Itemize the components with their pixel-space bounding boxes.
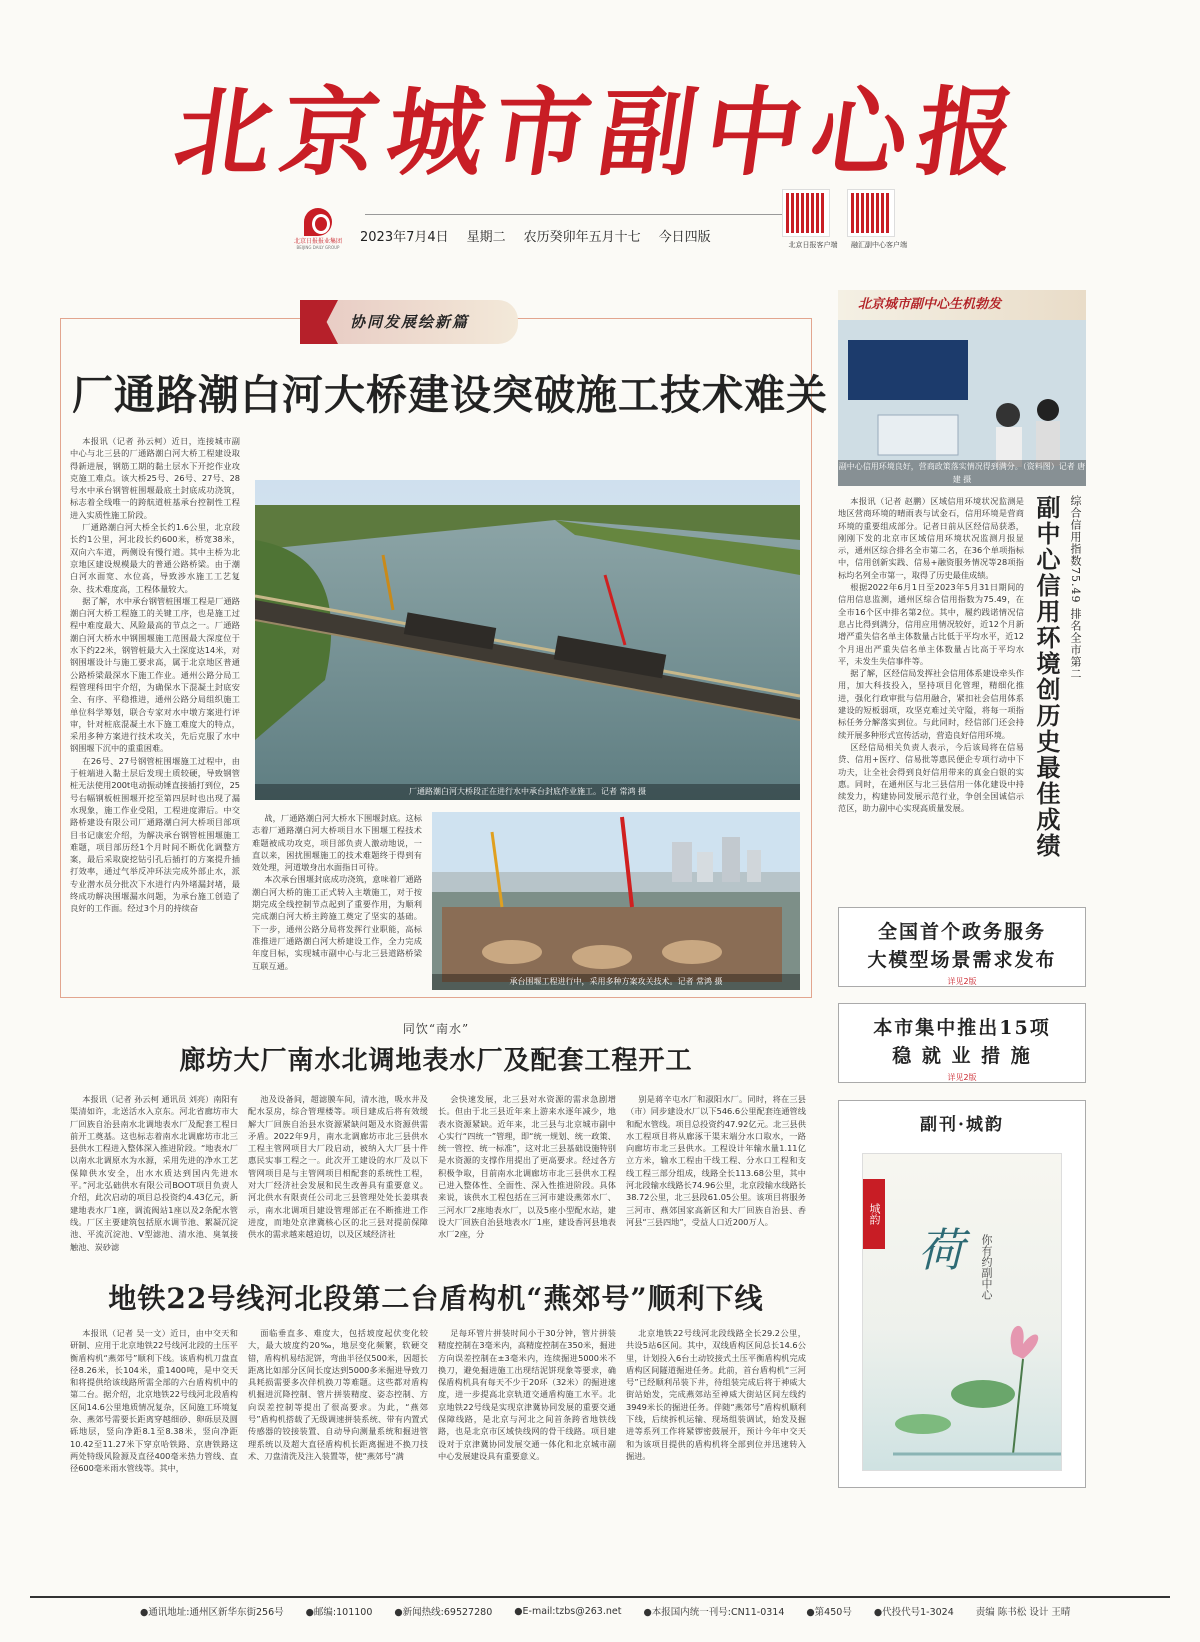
section-banner: 协同发展绘新篇 — [300, 300, 518, 344]
issue-pages: 今日四版 — [658, 230, 711, 245]
story2-col4 — [626, 1093, 806, 1261]
supplement-cover — [862, 1153, 1062, 1471]
supplement-box[interactable] — [838, 1100, 1086, 1488]
story2-col3 — [438, 1093, 616, 1261]
side-paragraph: 区经信局相关负责人表示，今后该局将在信易贷、信用+医疗、信易批等惠民便企专项行动中下功夫，让全社会得到良好信用带来的真金白银的实惠。同时，在通州区与北三县信用一体化建设中持续发力，构建协同发展示范行业，争创全国诚信示范区，助力副中心实现高质量发展。 — [838, 741, 1024, 814]
bridge-aerial-illustration — [255, 480, 800, 800]
footer-hotline: ●新闻热线:69527280 — [394, 1607, 493, 1618]
lead-paragraph: 战，厂通路潮白河大桥水下围堰封底。这标志着厂通路潮白河大桥项目水下围堰工程技术难题被成功攻克，项目部负责人激动地说，一直以来，困扰围堰施工的技术难题终于得到有效处理，河道墩身出水面指日可待。 — [252, 813, 422, 873]
story2-paragraph: 本报讯（记者 孙云柯 通讯员 刘亮）南阳有渠清如许，北送活水入京东。河北省廊坊市大厂回族自治县南水北调地表水厂及配套工程日前开工奠基。这也标志着南水北调廊坊市北三县供水工程进入整体深入推进阶段。“地表水厂以南水北调原水为水源，采用先进的净水工艺保障供水安全，出水水质达到国内先进水平。”河北弘础供水有限公司BOOT项目负责人介绍，此次启动的项目总投资约4.43亿元，新建地表水厂1座，调流阀站1座以及2条配水管线。厂区主要建筑包括原水调节池、絮凝沉淀池、平流沉淀池、V型滤池、清水池、臭氧接触池、炭砂滤 — [70, 1094, 238, 1252]
issue-date: 2023年7月4日 — [360, 230, 449, 245]
side-body — [838, 495, 1024, 890]
photo-caption: 承台围堰工程进行中，采用多种方案攻关技术。记者 常鸿 摄 — [432, 974, 800, 990]
footer-issue-number: ●第450号 — [806, 1607, 852, 1618]
teaser-box-ai-service[interactable] — [838, 907, 1086, 987]
publisher-logo — [283, 208, 353, 258]
story3-col3 — [438, 1327, 616, 1585]
footer-cn-number: ●本报国内统一刊号:CN11-0314 — [643, 1607, 785, 1618]
cover-big-glyph: 荷 — [918, 1223, 964, 1277]
story3-paragraph: 面临垂直多、难度大，包括坡度起伏变化较大，最大坡度约20‰，地层变化频繁，软硬交错，盾构机易结泥饼，弯曲半径仅500米，因超长距离比如部分区间长度达到5000多米掘进导致刀具耗损需要多次伴机换刀等难题。这些都对盾构机掘进沉降控制、管片拼装精度、姿态控制、方向误差控制等提出了很高要求。为此，“燕郊号”盾构机搭载了无级调速拼装系统、带有内置式传感器的铰接装置、自动导向测量系统和掘进管理系统以及超大直径盾构机长距离掘进不换刀技术、刀盘清洗及注入装置等，使“燕郊号”满 — [248, 1328, 428, 1461]
footer-editor: 责编 陈书松 设计 王晴 — [975, 1607, 1071, 1618]
cofferdam-photo — [432, 812, 800, 990]
lead-paragraph: 本报讯（记者 孙云柯）近日，连接城市副中心与北三县的厂通路潮白河大桥工程建设取得新进展，钢筋工期的黏土层水下开挖作业攻克施工难点。该大桥25号、26号、27号、28号水中承台钢管桩围堰最底土封底成功浇筑，标志着全线唯一的跨航道桩基承台控制性工程进入实质性施工阶段。 — [70, 436, 240, 520]
dateline-rule — [365, 214, 795, 215]
teaser-title-line2: 稳 就 业 措 施 — [892, 1045, 1032, 1067]
publisher-name-en: BEIJING DAILY GROUP — [296, 245, 340, 250]
teaser-title-line2: 大模型场景需求发布 — [867, 949, 1057, 971]
footer-delivery-code: ●代投代号1-3024 — [873, 1607, 954, 1618]
publisher-name: 北京日报报业集团 — [293, 238, 342, 245]
lead-body-col2 — [252, 812, 422, 992]
teaser-title-line1: 全国首个政务服务 — [877, 921, 1046, 943]
side-paragraph: 本报讯（记者 赵鹏）区域信用环境状况监测是地区营商环境的晴雨表与试金石，信用环境是营商环境的重要组成部分。记者日前从区经信局获悉，刚刚下发的北京市区域信用环境状况监测月报显示，通州区综合排名全市第二名，在36个单项指标中，信用创新实践、信易+融资服务情况等28项指标均名列全市第一，取得了历史最佳成绩。 — [838, 496, 1024, 580]
side-headline: 副中心信用环境创历史最佳成绩 — [1032, 495, 1061, 859]
side-photo — [838, 290, 1086, 486]
story2-headline: 廊坊大厂南水北调地表水厂及配套工程开工 — [179, 1046, 693, 1076]
supplement-title: 副刊·城韵 — [920, 1115, 1004, 1135]
story2-kicker: 同饮“南水” — [402, 1022, 470, 1036]
cover-tag: 城韵 — [863, 1179, 885, 1249]
dateline — [360, 226, 711, 248]
footer — [30, 1596, 1170, 1624]
cover-subtitle: 你有约副中心 — [980, 1234, 993, 1300]
story3-col4 — [626, 1327, 806, 1585]
lead-paragraph: 本次承台围堰封底成功浇筑，意味着厂通路潮白河大桥的施工正式转入主墩施工，对于按期完成全线控制节点起到了重要作用，为顺利完成潮白河大桥主跨施工奠定了坚实的基础。下一步，通州公路分局将发挥行业职能，高标准推进厂通路潮白河大桥建设工作，全力完成年度目标，实现城市副中心与北三县道路桥梁互联互通。 — [252, 874, 422, 971]
teaser-see-page[interactable]: 详见2版 — [947, 1073, 977, 1082]
footer-address: ●通讯地址:通州区新华东街256号 — [140, 1607, 284, 1618]
story2-paragraph: 池及设备间，超滤膜车间，清水池，吸水井及配水泵房，综合管理楼等。项目建成后将有效缓解大厂回族自治县水资源紧缺问题及水资源供需矛盾。2022年9月，南水北调廊坊市北三县供水工程主管网项目大厂段启动，被纳入大厂县十件惠民实事工程之一。此次开工建设的水厂及以下管网项目是与主管网项目相配套的系统性工程，对大厂经济社会发展和民生改善具有重要意义。河北供水有限责任公司北三县管理处处长姜琪表示，南水北调项目建设管理部正在不断推进工作进度，而地处京津冀核心区的北三县对提前保障供水的需求越来越迫切，以及区域经济社 — [248, 1094, 428, 1240]
bridge-aerial-photo — [255, 480, 800, 800]
cofferdam-illustration — [432, 812, 800, 990]
side-paragraph: 据了解，区经信局发挥社会信用体系建设牵头作用，加大科技投入，坚持项目化管理，精细化推进，强化行政审批与信用融合，紧扣社会信用体系建设的短板弱项，攻坚克难过关守隘，将每一项指标任务分解落实到位。与此同时，经信部门还会持续开展多种形式宣传活动，营造良好信用环境。 — [838, 668, 1024, 740]
qr-label: 融汇副中心客户端 — [851, 241, 907, 249]
publisher-logo-icon — [304, 208, 332, 236]
story2-paragraph: 别是蒋辛屯水厂和淑阳水厂。同时，将在三县（市）同步建设水厂以下546.6公里配套连通管线和配水管线。项目总投资约47.92亿元。北三县供水工程项目将从廊涿干渠末端分水口取水，一路向廊坊市北三县供水。工程设计年输水量1.11亿立方米，输水工程由干线工程、分水口工程和支线工程三部分组成，线路全长113.68公里，其中河北段输水线路长74.96公里，北京段输水线路长38.72公里，北三县段61.05公里。该项目将服务三河市、燕郊国家高新区和大厂回族自治县、香河县“三县四地”，受益人口近200万人。 — [626, 1094, 806, 1227]
photo-caption: 厂通路潮白河大桥段正在进行水中承台封底作业施工。记者 常鸿 摄 — [255, 784, 800, 800]
lotus-illustration — [863, 1154, 1062, 1471]
side-paragraph: 根据2022年6月1日至2023年5月31日期间的信用信息监测，通州区综合信用指数为75.49，在全市16个区中排名第2位。其中，履约践诺情况信息占比得到满分，信用应用情况较好，近12个月新增严重失信名单主体数量占比低于平均水平，近12个月退出严重失信名单主体数量占比高于平均水平，未发生失信事件等。 — [838, 582, 1024, 666]
teaser-see-page[interactable]: 详见2版 — [947, 977, 977, 986]
story2-paragraph: 会快速发展，北三县对水资源的需求急剧增长。但由于北三县近年来上游来水逐年减少，地表水资源紧缺。近年来，北三县与北京城市副中心实行“四统一”管理，即“统一规划、统一政策、统一管控、统一标准”，这对北三县基础设施特别是水资源的支撑作用提出了更高要求。经过各方积极争取，目前南水北调廊坊市北三县供水工程已进入整体性、全面性、深入性推进阶段。具体来说，该供水工程包括在三河市建设燕郊水厂、三河水厂2座地表水厂，以及5座小型配水站，建设大厂回族自治县地表水厂1座，建设香河县地表水厂2座，分 — [438, 1094, 616, 1240]
story3-paragraph: 本报讯（记者 吴一文）近日，由中交天和研制、应用于北京地铁22号线河北段的土压平衡盾构机“燕郊号”顺利下线。该盾构机刀盘直径8.26米，长104米，重1400吨，是中交天和将提供给该线路所需全部的六台盾构机中的第二台。据介绍，北京地铁22号线河北段盾构区间14.6公里地质情况复杂，区间施工环境复杂、燕郊号需要长距离穿越细砂、卵砾层及圆砾地层，竖向净距8.1至8.38米，竖向净距10.42至11.27米下穿京哈铁路、京唐铁路这两处特级风险源及直径400毫米热力管线、直径600毫米雨水管线等。其中， — [70, 1328, 238, 1474]
story3-col2 — [248, 1327, 428, 1585]
side-subtitle: 综合信用指数75.49 排名全市第二 — [1069, 495, 1082, 680]
story2-col1 — [70, 1093, 238, 1261]
qr-label: 北京日报客户端 — [788, 241, 838, 249]
qr-code-icon — [848, 190, 894, 236]
teaser-box-employment[interactable] — [838, 1003, 1086, 1083]
qr-fuzhongxin-app[interactable] — [848, 190, 910, 250]
lead-body-col1 — [70, 435, 240, 990]
teaser-title-line1: 本市集中推出15项 — [873, 1017, 1051, 1039]
qr-beijing-daily[interactable] — [783, 190, 843, 250]
lead-headline: 厂通路潮白河大桥建设突破施工技术难关 — [72, 371, 828, 419]
masthead-title: 北京城市副中心报 — [168, 76, 1033, 189]
lead-paragraph: 据了解，水中承台钢管桩围堰工程是厂通路潮白河大桥工程施工的关键工序，也是施工过程中难度最大、风险最高的节点之一。厂通路潮白河大桥水中钢围堰施工范围最大深度位于水下约22米，钢管桩最大入土深度达14米，对钢围堰设计与施工要求高，属于北京地区普通公路桥梁最深水下施工作业。通州公路分局工程管理科田宇介绍，为确保水下混凝土封底安全、有序、平稳推进，通州公路分局组织施工单位科学筹划，联合专家对水中墩方案进行评审，针对桩底混凝土水下施工难度大的特点，采用多种方案进行技术攻关，先后克服了水中钢围堰下沉中的重重困难。 — [70, 595, 240, 754]
lead-paragraph: 厂通路潮白河大桥全长约1.6公里，北京段长约1公里，河北段长约600米，桥宽38米，双向六车道，两侧设有慢行道。其中主桥为北京地区建设规模最大的普通公路桥梁。由于潮白河水面宽、水位高，导致涉水施工工艺复杂、技术难度高，工程体量较大。 — [70, 522, 240, 594]
story3-col1 — [70, 1327, 238, 1585]
issue-lunar-date: 农历癸卯年五月十七 — [523, 230, 641, 245]
story3-paragraph: 足每环管片拼装时间小于30分钟，管片拼装精度控制在3毫米内，高精度控制在350米，掘进方向误差控制在±3毫米内，连续掘进5000米不换刀，避免掘进施工出现结泥饼现象等要求，确保盾构机具有每天不少于20环（32米）的掘进速度，进一步提高北京轨道交通盾构施工水平。北京地铁22号线是实现京津冀协同发展的重要交通保障线路，是北京与河北之间首条跨省地铁线路，也是北京市区域快线网的骨干线路。项目建设对于京津冀协同发展交通一体化和北京城市副中心发展建设具有重要意义。 — [438, 1328, 616, 1461]
story3-headline: 地铁22号线河北段第二台盾构机“燕郊号”顺利下线 — [108, 1282, 764, 1315]
story3-paragraph: 北京地铁22号线河北段线路全长29.2公里，共设5站6区间。其中，双线盾构区间总长14.6公里，计划投入6台土动铰接式土压平衡盾构机完成盾构区间隧道掘进任务。此前，首台盾构机“三河号”已经顺利吊装下井，待组装完成后将于神威大街站始发，完成燕郊站至神威大街站区间左线约3949米长的掘进任务。伴随“燕郊号”盾构机顺利下线，后续拆机运输、现场组装调试，始发及掘进等系列工作将紧锣密鼓展开，预计今年中交天和为该项目提供的盾构机将全部到位并迅速转入掘进。 — [626, 1328, 806, 1461]
photo-caption: 副中心信用环境良好，营商政策落实情况得到满分。（资料图）记者 唐建 摄 — [838, 462, 1086, 484]
footer-zip: ●邮编:101100 — [305, 1607, 373, 1618]
story2-col2 — [248, 1093, 428, 1261]
issue-weekday: 星期二 — [466, 230, 506, 245]
side-banner: 北京城市副中心生机勃发 — [838, 290, 1086, 320]
footer-email[interactable]: ●E-mail:tzbs@263.net — [514, 1605, 622, 1617]
qr-code-icon — [783, 190, 829, 236]
lead-paragraph: 在26号、27号钢管桩围堰施工过程中，由于桩端进入黏土层后发现土质较硬，导致钢管桩无法使用200t电动振动锤直接插打到位，25号右幅钢板桩围堰开挖至第四层时也出现了漏水现象，施工作业受阻，工程进度滞后。中交路桥建设有限公司厂通路潮白河大桥项目部项目书记康宏介绍，为解决承台钢管桩围堰施工难题，项目部历经1个月时间不断优化调整方案，最后采取旋挖钻引孔后插打的方案提升插打效率，通过气举反冲环法完成外部止水，派专业潜水员分批次下水进行内外堵漏封堵，最终成功解决围堰漏水问题，为承台施工创造了良好的工作面。经过3个月的持续奋 — [70, 755, 240, 914]
